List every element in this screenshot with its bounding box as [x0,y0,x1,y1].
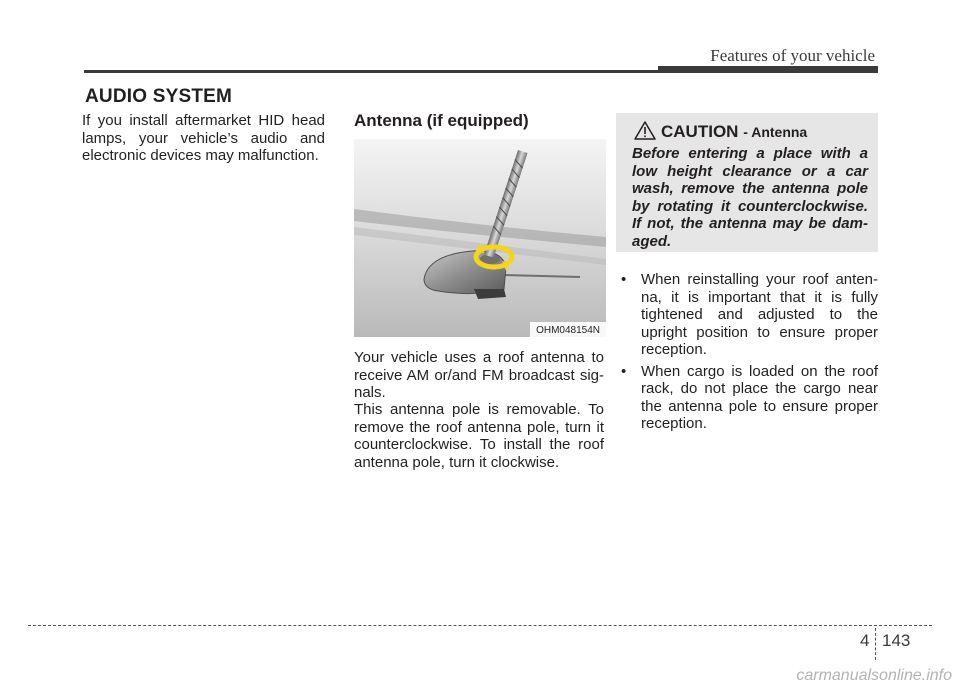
page-number: 143 [882,631,911,650]
header-title: Features of your vehicle [710,46,875,65]
antenna-paragraph-1: Your vehicle uses a roof antenna to receive AM or/and FM broadcast signals. [354,349,604,401]
list-item [616,271,878,359]
warning-triangle-icon [634,121,656,140]
section-title: AUDIO SYSTEM [85,86,233,107]
chapter-number: 4 [860,631,870,650]
bullet-icon: • [621,271,627,288]
list-item [616,363,878,433]
bullet-list [616,271,878,437]
antenna-paragraph-2: This antenna pole is removable. To remove the roof antenna pole, turn it counterclockwise. To install the roof antenna pole, turn it clockwise. [354,401,604,471]
list-item-text: When cargo is loaded on the roof rack, do not place the cargo near the antenna pole to ensure proper reception. [641,362,878,432]
caution-label: CAUTION [661,122,739,141]
caution-text: Before entering a place with a low height clearance or a car wash, remove the antenna pole by rotating it counterclockwise. If not, the antenna may be damaged. [632,145,868,250]
intro-paragraph: If you install aftermarket HID head lamps, your vehicle’s audio and electronic devices may malfunction. [82,112,325,164]
antenna-heading: Antenna (if equipped) [354,111,529,130]
antenna-illustration [354,139,606,337]
figure-code: OHM048154N [536,325,600,336]
bullet-icon: • [621,362,627,380]
caution-subtitle: - Antenna [743,124,808,140]
footer-divider [875,628,876,660]
footer-rule [28,625,932,626]
list-item-text: When reinstalling your roof antenna, it is important that it is fully tightened and adjusted to the upright position to ensure proper reception. [641,271,878,358]
header-rule-accent [658,66,878,72]
watermark: carmanualsonline.info [796,667,952,684]
caution-title [661,122,807,142]
